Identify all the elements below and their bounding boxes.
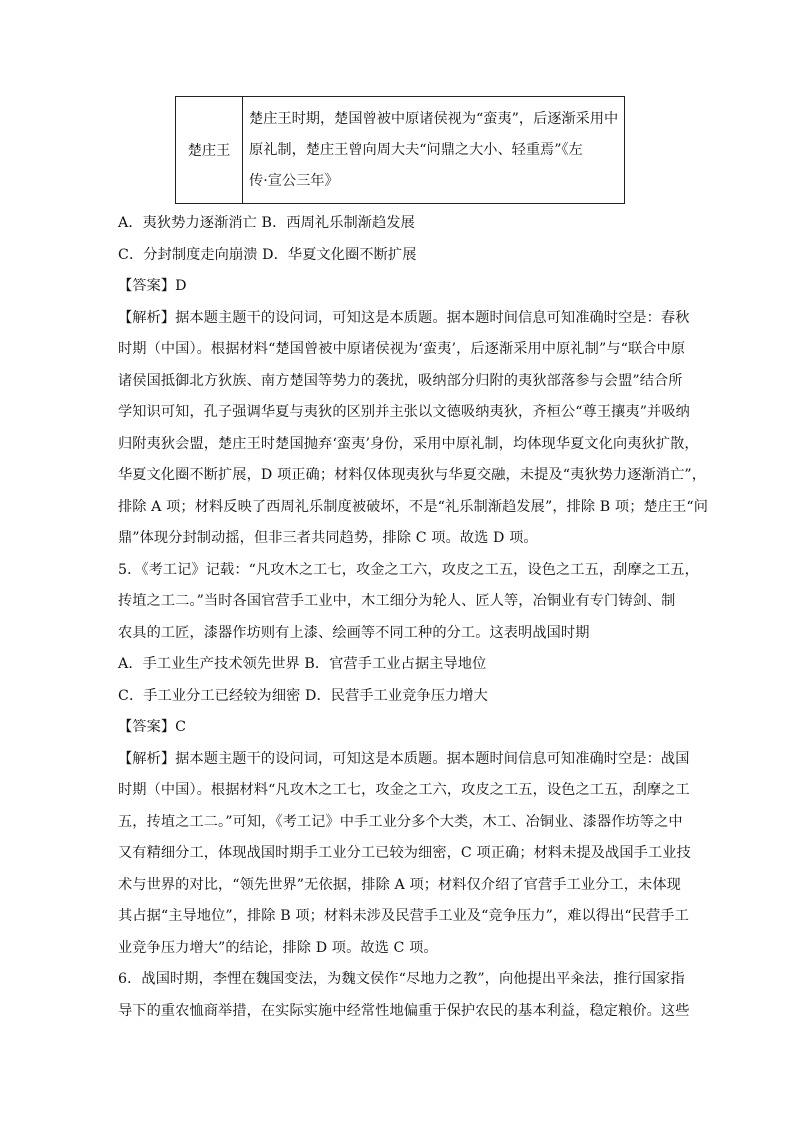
analysis-text: 据本题主题干的设问词，可知这是本质题。据本题时间信息可知准确时空是：春秋 [175,309,690,326]
q5-analysis-line: 其占据“主导地位”，排除 B 项；材料未涉及民营手工业及“竞争压力”，难以得出“民营手工 [118,908,689,924]
answer-label: 【答案】 [118,719,176,735]
q6-stem-line: 6．战国时期，李悝在魏国变法，为魏文侯作“尽地力之教”，向他提出平籴法，推行国家指 [118,971,685,987]
q4-options-line: C．分封制度走向崩溃 D．华夏文化圈不断扩展 [118,246,417,263]
answer-value: C [175,719,187,735]
q5-analysis-line: 又有精细分工，体现战国时期手工业分工已较为细密，C 项正确；材料未提及战国手工业技 [118,845,691,861]
analysis-text: 据本题主题干的设问词，可知这是本质题。据本题时间信息可知准确时空是：战国 [175,750,690,767]
q4-analysis-line: 归附夷狄会盟，楚庄王时楚国抛弃‘蛮夷’身份，采用中原礼制，均体现华夏文化向夷狄扩散， [118,435,699,452]
table-desc-line: 传·宣公三年》 [249,172,339,189]
answer-value: D [175,278,187,294]
table-desc-line: 楚庄王时期，楚国曾被中原诸侯视为“蛮夷”，后逐渐采用中 [249,110,619,127]
answer-label: 【答案】 [118,278,176,294]
q4-analysis-line [118,303,690,335]
q5-analysis-line [118,744,690,776]
q4-analysis-line: 学知识可知，孔子强调华夏与夷狄的区别并主张以文德吸纳夷狄，齐桓公“尊王攘夷”并吸纳 [118,404,690,420]
q4-analysis-line: 鼎”体现分封制动摇，但非三者共同趋势，排除 C 项。故选 D 项。 [118,530,538,546]
table-desc-line: 原礼制，楚庄王曾向周大夫“问鼎之大小、轻重焉”《左 [249,141,583,158]
table-cell-desc [243,97,625,204]
q5-analysis-line: 术与世界的对比，“领先世界”无依据，排除 A 项；材料仅介绍了官营手工业分工，未体现 [118,876,681,893]
table-cell-name: 楚庄王 [176,97,243,204]
q5-stem-line: 5．《考工记》记载：“凡攻木之工七，攻金之工六，攻皮之工五，设色之工五，刮摩之工五， [118,561,699,578]
q4-analysis-line: 时期（中国）。根据材料“楚国曾被中原诸侯视为‘蛮夷’，后逐渐采用中原礼制”与“联合中原 [118,341,686,357]
q4-analysis-line: 华夏文化圈不断扩展，D 项正确；材料仅体现夷狄与华夏交融，未提及“夷狄势力逐渐消亡”， [118,467,707,483]
q4-answer [118,271,678,303]
analysis-label: 【解析】 [118,750,176,767]
q4-options-line: A．夷狄势力逐渐消亡 B．西周礼乐制渐趋发展 [118,215,415,231]
table-row [176,97,625,204]
q5-analysis-line: 业竞争压力增大”的结论，排除 D 项。故选 C 项。 [118,939,438,956]
q4-analysis-line: 排除 A 项；材料反映了西周礼乐制度被破坏，不是“礼乐制渐趋发展”，排除 B 项；楚庄王“问 [118,498,709,515]
q5-options-line: A．手工业生产技术领先世界 B．官营手工业占据主导地位 [118,656,487,672]
q5-analysis-line: 时期（中国）。根据材料“凡攻木之工七，攻金之工六，攻皮之工五，设色之工五，刮摩之工 [118,782,690,798]
q5-options-line: C．手工业分工已经较为细密 D．民营手工业竞争压力增大 [118,687,488,704]
analysis-label: 【解析】 [118,309,176,326]
material-table [175,96,625,204]
document-page [118,96,709,1027]
q5-stem-line: 抟埴之工二。”当时各国官营手工业中，木工细分为轮人、匠人等，冶铜业有专门铸剑、制 [118,593,676,609]
q6-stem-line: 导下的重农恤商举措，在实际实施中经常性地偏重于保护农民的基本利益，稳定粮价。这些 [118,1002,690,1019]
q5-analysis-line: 五，抟埴之工二。”可知，《考工记》中手工业分多个大类，木工、冶铜业、漆器作坊等之中 [118,813,683,830]
q5-stem-line: 农具的工匠，漆器作坊则有上漆、绘画等不同工种的分工。这表明战国时期 [118,624,590,641]
q4-analysis-line: 诸侯国抵御北方狄族、南方楚国等势力的袭扰，吸纳部分归附的夷狄部落参与会盟”结合所 [118,372,683,389]
q5-answer [118,712,678,744]
